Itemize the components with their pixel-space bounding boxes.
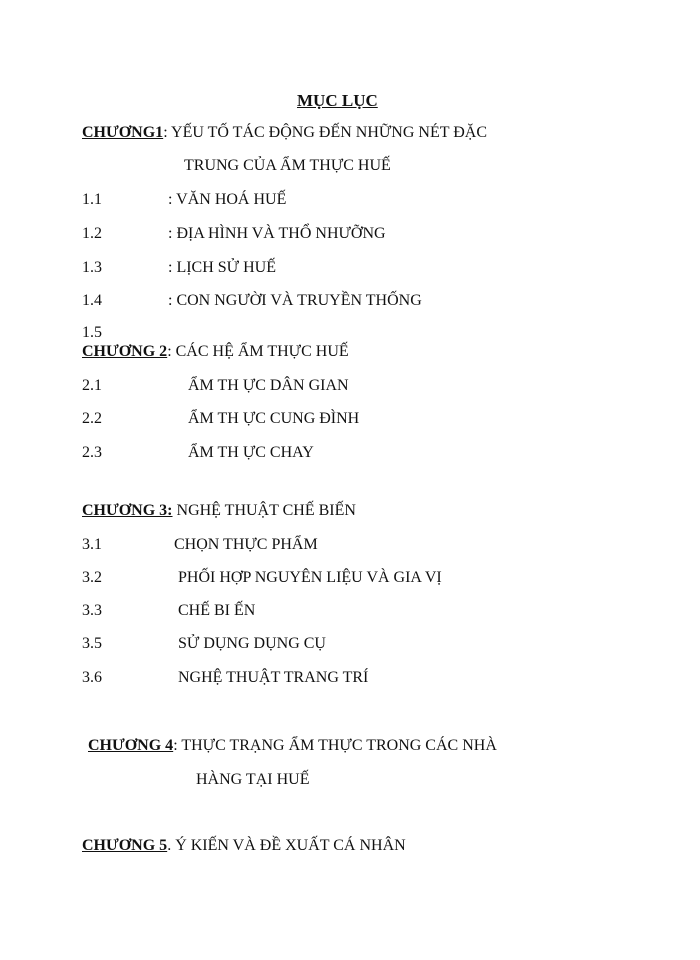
chapter-1-label: CHƯƠNG1 [82, 124, 164, 141]
chapter-1-heading [82, 123, 487, 143]
page-title: MỤC LỤC [297, 91, 378, 110]
chapter-2-heading [82, 342, 349, 362]
chapter-1-title: : YẾU TỐ TÁC ĐỘNG ĐẾN NHỮNG NÉT ĐẶC [163, 124, 487, 141]
section-title: : VĂN HOÁ HUẾ [168, 191, 287, 208]
section-title: : LỊCH SỬ HUẾ [168, 259, 276, 276]
section-title: ẨM TH ỰC DÂN GIAN [188, 377, 349, 394]
chapter-3-heading [82, 501, 356, 521]
section-number: 1.4 [82, 292, 102, 309]
section-number: 3.3 [82, 602, 102, 619]
section-title: NGHỆ THUẬT TRANG TRÍ [178, 669, 369, 686]
section-title: : ĐỊA HÌNH VÀ THỔ NHƯỠNG [168, 225, 386, 242]
section-number: 2.2 [82, 410, 102, 427]
section-number: 2.1 [82, 377, 102, 394]
section-number: 3.6 [82, 669, 102, 686]
section-title: CHẾ BI ẾN [178, 602, 256, 619]
section-title: : CON NGƯỜI VÀ TRUYỀN THỐNG [168, 292, 422, 309]
chapter-3-title: NGHỆ THUẬT CHẾ BIẾN [172, 502, 356, 519]
section-title: SỬ DỤNG DỤNG CỤ [178, 635, 326, 652]
section-number: 1.1 [82, 191, 102, 208]
section-number: 1.5 [82, 324, 102, 341]
chapter-4-heading [88, 736, 497, 756]
section-number: 3.5 [82, 635, 102, 652]
chapter-1-title-cont: TRUNG CỦA ẨM THỰC HUẾ [184, 157, 391, 174]
section-number: 3.1 [82, 536, 102, 553]
chapter-4-title-cont: HÀNG TẠI HUẾ [196, 771, 310, 788]
section-number: 2.3 [82, 444, 102, 461]
section-number: 1.2 [82, 225, 102, 242]
chapter-4-title: : THỰC TRẠNG ẨM THỰC TRONG CÁC NHÀ [173, 737, 497, 754]
chapter-5-label: CHƯƠNG 5 [82, 837, 168, 854]
section-title: PHỐI HỢP NGUYÊN LIỆU VÀ GIA VỊ [178, 569, 442, 586]
section-title: ẨM TH ỰC CHAY [188, 444, 314, 461]
section-title: ẨM TH ỰC CUNG ĐÌNH [188, 410, 360, 427]
chapter-3-label: CHƯƠNG 3: [82, 502, 173, 519]
section-number: 3.2 [82, 569, 102, 586]
section-title: CHỌN THỰC PHẨM [174, 536, 318, 553]
chapter-2-title: : CÁC HỆ ẨM THỰC HUẾ [167, 343, 349, 360]
chapter-4-label: CHƯƠNG 4 [88, 737, 174, 754]
chapter-5-title: . Ý KIẾN VÀ ĐỀ XUẤT CÁ NHÂN [167, 837, 406, 854]
chapter-2-label: CHƯƠNG 2 [82, 343, 168, 360]
section-number: 1.3 [82, 259, 102, 276]
chapter-5-heading [82, 836, 406, 856]
